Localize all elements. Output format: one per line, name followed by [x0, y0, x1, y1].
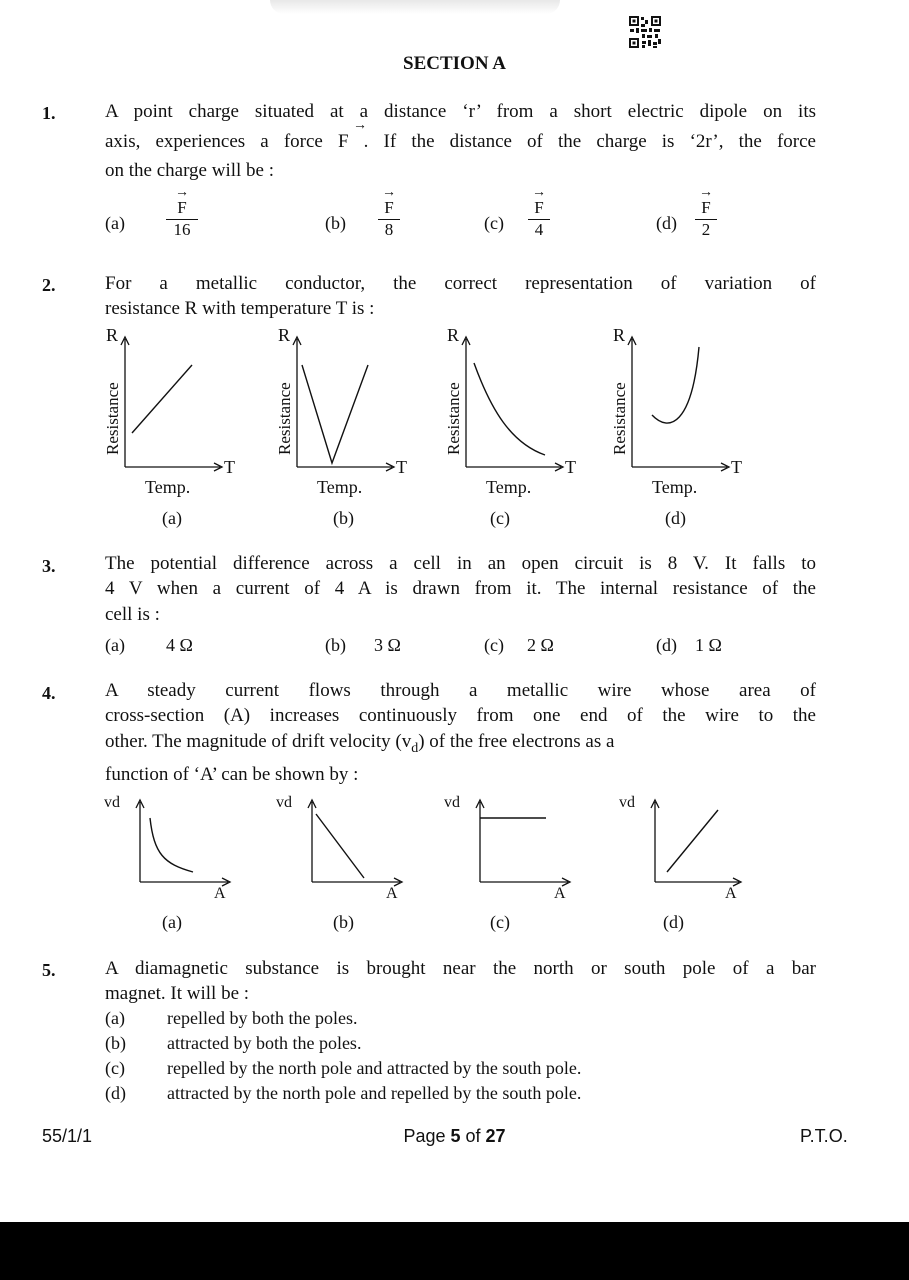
top-shadow	[270, 0, 560, 14]
x-axis-label: T	[396, 457, 407, 477]
x-axis-label: A	[725, 885, 737, 902]
question-text-line: on the charge will be :	[105, 160, 275, 181]
question-number: 1.	[42, 103, 56, 123]
option-text: 2 Ω	[527, 635, 554, 655]
question-text-line: 4 V when a current of 4 A is drawn from it. The internal resistance of the	[105, 578, 816, 599]
option-text: attracted by both the poles.	[167, 1033, 362, 1053]
section-title: SECTION A	[403, 53, 506, 74]
option-fraction: → F 2	[695, 189, 717, 239]
question-text-line: The potential difference across a cell in an open circuit is 8 V. It falls to	[105, 553, 816, 574]
x-axis-title: Temp.	[652, 477, 698, 497]
option-text: repelled by the north pole and attracted by the south pole.	[167, 1058, 582, 1078]
drift-velocity-graph-a	[100, 792, 250, 912]
option-label: (d)	[105, 1083, 126, 1103]
option-label: (a)	[105, 635, 125, 655]
option-label: (a)	[105, 1008, 125, 1028]
question-text-line: function of ‘A’ can be shown by :	[105, 764, 359, 785]
x-axis-label: T	[224, 457, 235, 477]
option-label: (d)	[665, 508, 686, 528]
y-axis-label: R	[613, 325, 626, 345]
bottom-bar	[0, 1222, 909, 1280]
option-fraction: → F 8	[378, 189, 400, 239]
option-label: (c)	[490, 912, 510, 932]
y-axis-label: vd	[619, 794, 635, 811]
option-label: (d)	[656, 213, 677, 233]
y-axis-title: Resistance	[444, 382, 463, 455]
question-text-line: For a metallic conductor, the correct representation of variation of	[105, 273, 816, 294]
x-axis-label: A	[554, 885, 566, 902]
option-label: (d)	[663, 912, 684, 932]
vector-arrow-icon: →	[353, 118, 367, 133]
question-text-line: axis, experiences a force F . If the distance of the charge is ‘2r’, the force	[105, 131, 816, 152]
drift-velocity-graph-d	[615, 792, 765, 912]
y-axis-title: Resistance	[275, 382, 294, 455]
option-text: 4 Ω	[166, 635, 193, 655]
paper-code: 55/1/1	[42, 1126, 93, 1146]
option-label: (a)	[162, 912, 182, 932]
vector-arrow-icon: →	[699, 185, 713, 200]
question-text-line: A diamagnetic substance is brought near the north or south pole of a bar	[105, 958, 816, 979]
option-fraction: → F 16	[166, 189, 198, 239]
option-label: (a)	[105, 213, 125, 233]
x-axis-title: Temp.	[486, 477, 532, 497]
x-axis-title: Temp.	[317, 477, 363, 497]
option-label: (a)	[162, 508, 182, 528]
drift-velocity-graph-c	[440, 792, 590, 912]
y-axis-label: vd	[444, 794, 460, 811]
y-axis-label: R	[106, 325, 119, 345]
x-axis-title: Temp.	[145, 477, 191, 497]
resistance-graph-a	[100, 325, 250, 500]
question-text-line: other. The magnitude of drift velocity $(v_d)$ of the free electrons as a	[105, 731, 615, 756]
page-number: Page 5 of 27	[403, 1126, 506, 1146]
resistance-graph-c	[441, 325, 591, 500]
question-text-line: resistance R with temperature T is :	[105, 298, 375, 319]
question-number: 5.	[42, 960, 56, 980]
y-axis-label: vd	[104, 794, 120, 811]
y-axis-title: Resistance	[103, 382, 122, 455]
option-label: (b)	[325, 635, 346, 655]
vector-arrow-icon: →	[382, 185, 396, 200]
question-text-line: cross-section (A) increases continuously from one end of the wire to the	[105, 705, 816, 726]
resistance-graph-b	[272, 325, 422, 500]
question-text-line: A point charge situated at a distance ‘r’ from a short electric dipole on its	[105, 101, 816, 122]
y-axis-label: vd	[276, 794, 292, 811]
question-text-line: cell is :	[105, 604, 160, 625]
x-axis-label: T	[565, 457, 576, 477]
question-number: 2.	[42, 275, 56, 295]
option-label: (b)	[333, 912, 354, 932]
y-axis-label: R	[447, 325, 460, 345]
y-axis-title: Resistance	[610, 382, 629, 455]
x-axis-label: T	[731, 457, 742, 477]
question-number: 3.	[42, 556, 56, 576]
x-axis-label: A	[214, 885, 226, 902]
option-label: (d)	[656, 635, 677, 655]
x-axis-label: A	[386, 885, 398, 902]
question-number: 4.	[42, 683, 56, 703]
qr-code-icon	[628, 15, 662, 49]
resistance-graph-d	[607, 325, 757, 500]
option-label: (c)	[490, 508, 510, 528]
option-label: (b)	[325, 213, 346, 233]
option-label: (b)	[105, 1033, 126, 1053]
option-text: 3 Ω	[374, 635, 401, 655]
option-label: (c)	[484, 635, 504, 655]
option-text: repelled by both the poles.	[167, 1008, 358, 1028]
option-fraction: → F 4	[528, 189, 550, 239]
drift-velocity-graph-b	[272, 792, 422, 912]
vector-arrow-icon: →	[532, 185, 546, 200]
option-text: 1 Ω	[695, 635, 722, 655]
option-label: (c)	[105, 1058, 125, 1078]
option-text: attracted by the north pole and repelled by the south pole.	[167, 1083, 582, 1103]
question-text-line: A steady current flows through a metallic wire whose area of	[105, 680, 816, 701]
vector-arrow-icon: →	[175, 185, 189, 200]
option-label: (b)	[333, 508, 354, 528]
pto-label: P.T.O.	[800, 1126, 848, 1146]
option-label: (c)	[484, 213, 504, 233]
question-text-line: magnet. It will be :	[105, 983, 250, 1004]
y-axis-label: R	[278, 325, 291, 345]
